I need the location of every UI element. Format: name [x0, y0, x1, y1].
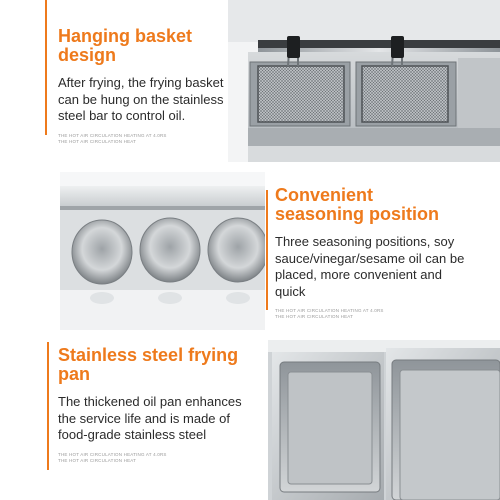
frying-baskets-photo — [228, 0, 500, 162]
section-title: Hanging basket design — [58, 26, 193, 65]
accent-bar — [45, 0, 47, 135]
section-description: After frying, the frying basket can be hung on the stainless steel bar to control oil. — [58, 75, 224, 123]
section-title: Stainless steel frying pan — [58, 345, 239, 384]
section-title: Convenient seasoning position — [275, 185, 440, 224]
oil-pan-photo — [268, 340, 500, 500]
section-description: Three seasoning positions, soy sauce/vinegar/sesame oil can be placed, more convenient and quick — [275, 234, 465, 299]
text-block — [58, 27, 248, 145]
text-block — [275, 186, 465, 320]
section-hanging-basket — [0, 0, 500, 162]
caption: THE HOT AIR CIRCULATION HEATING AT 4.0RS THE HOT AIR CIRCULATION HEAT — [58, 132, 167, 144]
caption: THE HOT AIR CIRCULATION HEATING AT 4.0RS THE HOT AIR CIRCULATION HEAT — [275, 308, 384, 319]
accent-bar — [47, 342, 49, 470]
section-description: The thickened oil pan enhances the service life and is made of food-grade stainless steel — [58, 394, 242, 442]
text-block — [58, 346, 248, 464]
section-seasoning — [0, 162, 500, 330]
seasoning-cups-photo — [60, 172, 265, 330]
section-frying-pan — [0, 330, 500, 500]
accent-bar — [266, 190, 268, 310]
caption: THE HOT AIR CIRCULATION HEATING AT 4.0RS THE HOT AIR CIRCULATION HEAT — [58, 451, 167, 463]
